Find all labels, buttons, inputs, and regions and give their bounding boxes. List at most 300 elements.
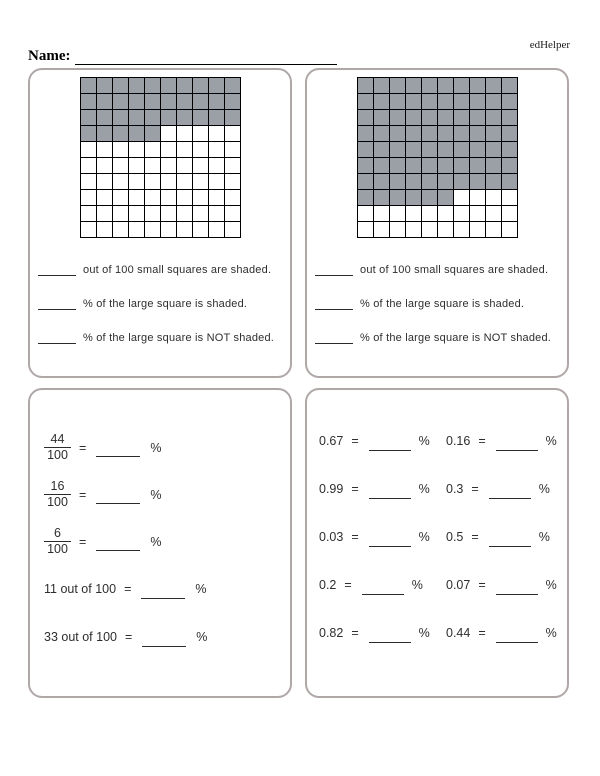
decimal-section — [305, 388, 569, 698]
fraction-section — [28, 388, 292, 698]
decimal-problems — [307, 390, 567, 657]
decimal-value: 0.03 — [319, 530, 344, 544]
shaded-grid-cell — [358, 94, 374, 110]
grid-cell — [438, 206, 454, 222]
shaded-grid-cell — [145, 78, 161, 94]
grid-cell — [97, 190, 113, 206]
fraction-denominator: 100 — [47, 448, 68, 462]
shaded-grid-cell — [406, 190, 422, 206]
answer-blank — [315, 333, 353, 344]
answer-blank — [38, 299, 76, 310]
answer-blank — [142, 636, 186, 647]
brand-logo: edHelper — [529, 39, 570, 51]
name-blank-line — [75, 49, 337, 65]
percent-sign: % — [538, 530, 550, 544]
grid-cell — [97, 142, 113, 158]
shaded-grid-cell — [374, 110, 390, 126]
shaded-grid-cell — [454, 78, 470, 94]
shaded-grid-cell — [486, 110, 502, 126]
shaded-grid-cell — [374, 190, 390, 206]
shaded-grid-cell — [390, 94, 406, 110]
grid-cell — [113, 174, 129, 190]
percent-sign: % — [545, 578, 557, 592]
decimal-value: 0.82 — [319, 626, 344, 640]
equals-sign: = — [478, 578, 486, 592]
grid-cell — [97, 174, 113, 190]
decimal-problem — [446, 530, 567, 544]
grid-cell — [486, 190, 502, 206]
shaded-grid-cell — [97, 94, 113, 110]
percent-sign: % — [196, 630, 208, 644]
equals-sign: = — [351, 482, 359, 496]
grid-cell — [129, 142, 145, 158]
fraction-denominator: 100 — [47, 495, 68, 509]
equals-sign: = — [351, 434, 359, 448]
answer-blank — [489, 536, 531, 547]
grid-cell — [129, 206, 145, 222]
name-row — [28, 48, 337, 65]
grid-cell — [177, 158, 193, 174]
word-problem-text: 33 out of 100 — [44, 630, 117, 644]
grid-cell — [145, 206, 161, 222]
grid-cell — [113, 158, 129, 174]
shaded-grid-cell — [470, 158, 486, 174]
shaded-grid-cell — [81, 126, 97, 142]
grid-cell — [486, 222, 502, 238]
equals-sign: = — [478, 434, 486, 448]
grid-cell — [161, 190, 177, 206]
decimal-problem — [319, 530, 446, 544]
decimal-problem — [319, 626, 446, 640]
grid-cell — [113, 142, 129, 158]
grid-section-1 — [28, 68, 292, 378]
grid-cell — [358, 206, 374, 222]
shaded-grid-cell — [177, 94, 193, 110]
answer-blank — [315, 299, 353, 310]
shaded-grid-cell — [502, 158, 518, 174]
grid-cell — [486, 206, 502, 222]
shaded-grid-cell — [390, 142, 406, 158]
fraction-numerator: 6 — [44, 527, 71, 542]
grid-questions-2 — [315, 262, 561, 364]
shaded-grid-cell — [209, 110, 225, 126]
grid-cell — [161, 206, 177, 222]
equals-sign: = — [124, 630, 133, 644]
shaded-grid-cell — [358, 126, 374, 142]
shaded-grid-cell — [422, 110, 438, 126]
question-line — [315, 330, 561, 344]
grid-section-2 — [305, 68, 569, 378]
shaded-grid-cell — [454, 158, 470, 174]
equals-sign: = — [79, 534, 87, 549]
grid-cell — [502, 222, 518, 238]
grid-cell — [225, 158, 241, 174]
grid-cell — [209, 158, 225, 174]
shaded-grid-cell — [374, 126, 390, 142]
grid-cell — [390, 222, 406, 238]
decimal-problem — [446, 626, 567, 640]
grid-cell — [145, 174, 161, 190]
shaded-grid-cell — [113, 110, 129, 126]
shaded-grid-cell — [209, 78, 225, 94]
equals-sign: = — [471, 482, 479, 496]
shaded-grid-cell — [390, 190, 406, 206]
grid-cell — [129, 222, 145, 238]
grid-cell — [225, 222, 241, 238]
shaded-grid-cell — [406, 174, 422, 190]
grid-cell — [225, 174, 241, 190]
percent-sign: % — [418, 626, 430, 640]
shaded-grid-cell — [225, 78, 241, 94]
answer-blank — [369, 536, 411, 547]
grid-cell — [193, 190, 209, 206]
answer-blank — [496, 632, 538, 643]
grid-cell — [390, 206, 406, 222]
grid-cell — [177, 174, 193, 190]
shaded-grid-cell — [97, 110, 113, 126]
decimal-value: 0.5 — [446, 530, 464, 544]
equals-sign: = — [478, 626, 486, 640]
fraction-problem — [44, 424, 290, 471]
shaded-grid-cell — [374, 158, 390, 174]
shaded-grid-cell — [470, 126, 486, 142]
decimal-value: 0.99 — [319, 482, 344, 496]
question-text: out of 100 small squares are shaded. — [360, 264, 549, 276]
grid-cell — [193, 142, 209, 158]
grid-cell — [225, 126, 241, 142]
shaded-grid-cell — [358, 142, 374, 158]
grid-cell — [113, 222, 129, 238]
shaded-grid-cell — [422, 190, 438, 206]
shaded-grid-cell — [113, 78, 129, 94]
equals-sign: = — [79, 440, 87, 455]
shaded-grid-cell — [406, 126, 422, 142]
answer-blank — [369, 632, 411, 643]
percent-sign: % — [545, 434, 557, 448]
grid-cell — [113, 206, 129, 222]
shaded-grid-cell — [177, 78, 193, 94]
decimal-value: 0.2 — [319, 578, 337, 592]
shaded-grid-cell — [374, 94, 390, 110]
question-text: % of the large square is shaded. — [360, 298, 525, 310]
question-line — [38, 330, 284, 344]
decimal-value: 0.3 — [446, 482, 464, 496]
grid-cell — [374, 206, 390, 222]
grid-cell — [406, 222, 422, 238]
shaded-grid-cell — [358, 174, 374, 190]
shaded-grid-cell — [406, 94, 422, 110]
shaded-grid-cell — [438, 94, 454, 110]
grid-cell — [81, 174, 97, 190]
grid-cell — [177, 206, 193, 222]
percent-sign: % — [538, 482, 550, 496]
decimal-value: 0.16 — [446, 434, 471, 448]
equals-sign: = — [344, 578, 352, 592]
fraction — [44, 527, 71, 556]
shaded-grid-cell — [502, 110, 518, 126]
grid-cell — [502, 190, 518, 206]
grid-cell — [209, 174, 225, 190]
grid-cell — [454, 222, 470, 238]
grid-cell — [406, 206, 422, 222]
question-line — [315, 296, 561, 310]
shaded-grid-cell — [438, 174, 454, 190]
grid-cell — [161, 142, 177, 158]
shaded-grid-cell — [97, 78, 113, 94]
grid-cell — [161, 158, 177, 174]
grid-cell — [422, 222, 438, 238]
answer-blank — [96, 446, 140, 457]
shaded-grid-cell — [374, 78, 390, 94]
shaded-grid-cell — [113, 94, 129, 110]
decimal-problem — [446, 482, 567, 496]
shaded-grid-cell — [470, 174, 486, 190]
grid-cell — [209, 206, 225, 222]
shaded-grid-cell — [358, 110, 374, 126]
answer-blank — [496, 440, 538, 451]
grid-cell — [161, 222, 177, 238]
grid-cell — [438, 222, 454, 238]
shaded-grid-cell — [454, 110, 470, 126]
answer-blank — [369, 440, 411, 451]
shaded-grid-cell — [454, 174, 470, 190]
shaded-grid-cell — [193, 94, 209, 110]
shaded-grid-cell — [358, 78, 374, 94]
percent-sign: % — [150, 534, 162, 549]
decimal-value: 0.44 — [446, 626, 471, 640]
shaded-grid-cell — [390, 174, 406, 190]
hundred-grid-2 — [357, 77, 518, 238]
fraction-problems — [30, 390, 290, 661]
equals-sign: = — [124, 582, 132, 596]
decimal-problem — [319, 482, 446, 496]
grid-questions-1 — [38, 262, 284, 364]
shaded-grid-cell — [145, 126, 161, 142]
shaded-grid-cell — [390, 126, 406, 142]
shaded-grid-cell — [193, 110, 209, 126]
decimal-problem — [446, 578, 567, 592]
decimal-value: 0.67 — [319, 434, 344, 448]
shaded-grid-cell — [406, 142, 422, 158]
shaded-grid-cell — [438, 190, 454, 206]
grid-cell — [177, 222, 193, 238]
shaded-grid-cell — [225, 94, 241, 110]
fraction-numerator: 44 — [44, 433, 71, 448]
grid-cell — [209, 126, 225, 142]
percent-sign: % — [411, 578, 423, 592]
grid-cell — [81, 142, 97, 158]
grid-cell — [145, 158, 161, 174]
question-line — [315, 262, 561, 276]
shaded-grid-cell — [390, 78, 406, 94]
shaded-grid-cell — [438, 126, 454, 142]
shaded-grid-cell — [129, 110, 145, 126]
answer-blank — [369, 488, 411, 499]
shaded-grid-cell — [438, 78, 454, 94]
shaded-grid-cell — [422, 142, 438, 158]
shaded-grid-cell — [209, 94, 225, 110]
answer-blank — [96, 493, 140, 504]
shaded-grid-cell — [129, 78, 145, 94]
grid-cell — [81, 206, 97, 222]
grid-cell — [454, 190, 470, 206]
shaded-grid-cell — [454, 94, 470, 110]
percent-sign: % — [418, 434, 430, 448]
grid-cell — [129, 174, 145, 190]
question-line — [38, 296, 284, 310]
percent-sign: % — [150, 487, 162, 502]
answer-blank — [38, 265, 76, 276]
shaded-grid-cell — [502, 94, 518, 110]
percent-sign: % — [195, 582, 207, 596]
shaded-grid-cell — [145, 94, 161, 110]
grid-cell — [113, 190, 129, 206]
fraction-problem — [44, 518, 290, 565]
shaded-grid-cell — [374, 174, 390, 190]
decimal-problem — [446, 434, 567, 448]
shaded-grid-cell — [486, 94, 502, 110]
shaded-grid-cell — [438, 110, 454, 126]
shaded-grid-cell — [129, 94, 145, 110]
answer-blank — [362, 584, 404, 595]
grid-cell — [81, 158, 97, 174]
grid-cell — [193, 206, 209, 222]
grid-cell — [470, 190, 486, 206]
grid-cell — [225, 190, 241, 206]
question-text: out of 100 small squares are shaded. — [83, 264, 272, 276]
equals-sign: = — [79, 487, 87, 502]
shaded-grid-cell — [81, 78, 97, 94]
shaded-grid-cell — [406, 158, 422, 174]
equals-sign: = — [471, 530, 479, 544]
percent-sign: % — [150, 440, 162, 455]
shaded-grid-cell — [177, 110, 193, 126]
shaded-grid-cell — [486, 158, 502, 174]
fraction-denominator: 100 — [47, 542, 68, 556]
shaded-grid-cell — [406, 110, 422, 126]
grid-cell — [81, 222, 97, 238]
question-text: % of the large square is shaded. — [83, 298, 248, 310]
shaded-grid-cell — [161, 94, 177, 110]
grid-cell — [209, 222, 225, 238]
word-problem — [44, 565, 290, 613]
percent-sign: % — [545, 626, 557, 640]
grid-cell — [129, 158, 145, 174]
name-label: Name: — [28, 48, 71, 64]
question-line — [38, 262, 284, 276]
question-text: % of the large square is NOT shaded. — [83, 332, 275, 344]
equals-sign: = — [351, 530, 359, 544]
grid-cell — [97, 206, 113, 222]
shaded-grid-cell — [406, 78, 422, 94]
shaded-grid-cell — [390, 158, 406, 174]
shaded-grid-cell — [422, 158, 438, 174]
shaded-grid-cell — [374, 142, 390, 158]
grid-cell — [470, 206, 486, 222]
shaded-grid-cell — [470, 94, 486, 110]
grid-cell — [97, 222, 113, 238]
answer-blank — [315, 265, 353, 276]
answer-blank — [38, 333, 76, 344]
word-problem-text: 11 out of 100 — [44, 582, 117, 596]
percent-sign: % — [418, 530, 430, 544]
shaded-grid-cell — [193, 78, 209, 94]
grid-cell — [422, 206, 438, 222]
answer-blank — [489, 488, 531, 499]
answer-blank — [496, 584, 538, 595]
fraction — [44, 433, 71, 462]
shaded-grid-cell — [161, 78, 177, 94]
shaded-grid-cell — [502, 78, 518, 94]
shaded-grid-cell — [81, 110, 97, 126]
grid-cell — [193, 126, 209, 142]
answer-blank — [96, 540, 140, 551]
shaded-grid-cell — [390, 110, 406, 126]
grid-cell — [129, 190, 145, 206]
grid-cell — [454, 206, 470, 222]
grid-cell — [502, 206, 518, 222]
shaded-grid-cell — [422, 174, 438, 190]
shaded-grid-cell — [358, 190, 374, 206]
grid-cell — [209, 190, 225, 206]
grid-cell — [193, 174, 209, 190]
shaded-grid-cell — [225, 110, 241, 126]
grid-cell — [177, 126, 193, 142]
grid-cell — [81, 190, 97, 206]
answer-blank — [141, 588, 185, 599]
decimal-problem — [319, 578, 446, 592]
shaded-grid-cell — [502, 174, 518, 190]
grid-cell — [161, 126, 177, 142]
grid-cell — [145, 222, 161, 238]
shaded-grid-cell — [454, 126, 470, 142]
shaded-grid-cell — [454, 142, 470, 158]
shaded-grid-cell — [97, 126, 113, 142]
shaded-grid-cell — [161, 110, 177, 126]
fraction-numerator: 16 — [44, 480, 71, 495]
shaded-grid-cell — [470, 110, 486, 126]
grid-cell — [470, 222, 486, 238]
shaded-grid-cell — [470, 142, 486, 158]
shaded-grid-cell — [486, 126, 502, 142]
grid-cell — [145, 142, 161, 158]
question-text: % of the large square is NOT shaded. — [360, 332, 552, 344]
shaded-grid-cell — [502, 142, 518, 158]
hundred-grid-1 — [80, 77, 241, 238]
grid-cell — [177, 142, 193, 158]
shaded-grid-cell — [81, 94, 97, 110]
shaded-grid-cell — [438, 158, 454, 174]
fraction — [44, 480, 71, 509]
grid-cell — [145, 190, 161, 206]
shaded-grid-cell — [422, 126, 438, 142]
shaded-grid-cell — [486, 78, 502, 94]
decimal-value: 0.07 — [446, 578, 471, 592]
shaded-grid-cell — [358, 158, 374, 174]
decimal-problem — [319, 434, 446, 448]
fraction-problem — [44, 471, 290, 518]
shaded-grid-cell — [486, 174, 502, 190]
shaded-grid-cell — [145, 110, 161, 126]
grid-cell — [209, 142, 225, 158]
grid-cell — [97, 158, 113, 174]
shaded-grid-cell — [486, 142, 502, 158]
shaded-grid-cell — [129, 126, 145, 142]
grid-cell — [193, 222, 209, 238]
shaded-grid-cell — [502, 126, 518, 142]
shaded-grid-cell — [470, 78, 486, 94]
shaded-grid-cell — [438, 142, 454, 158]
